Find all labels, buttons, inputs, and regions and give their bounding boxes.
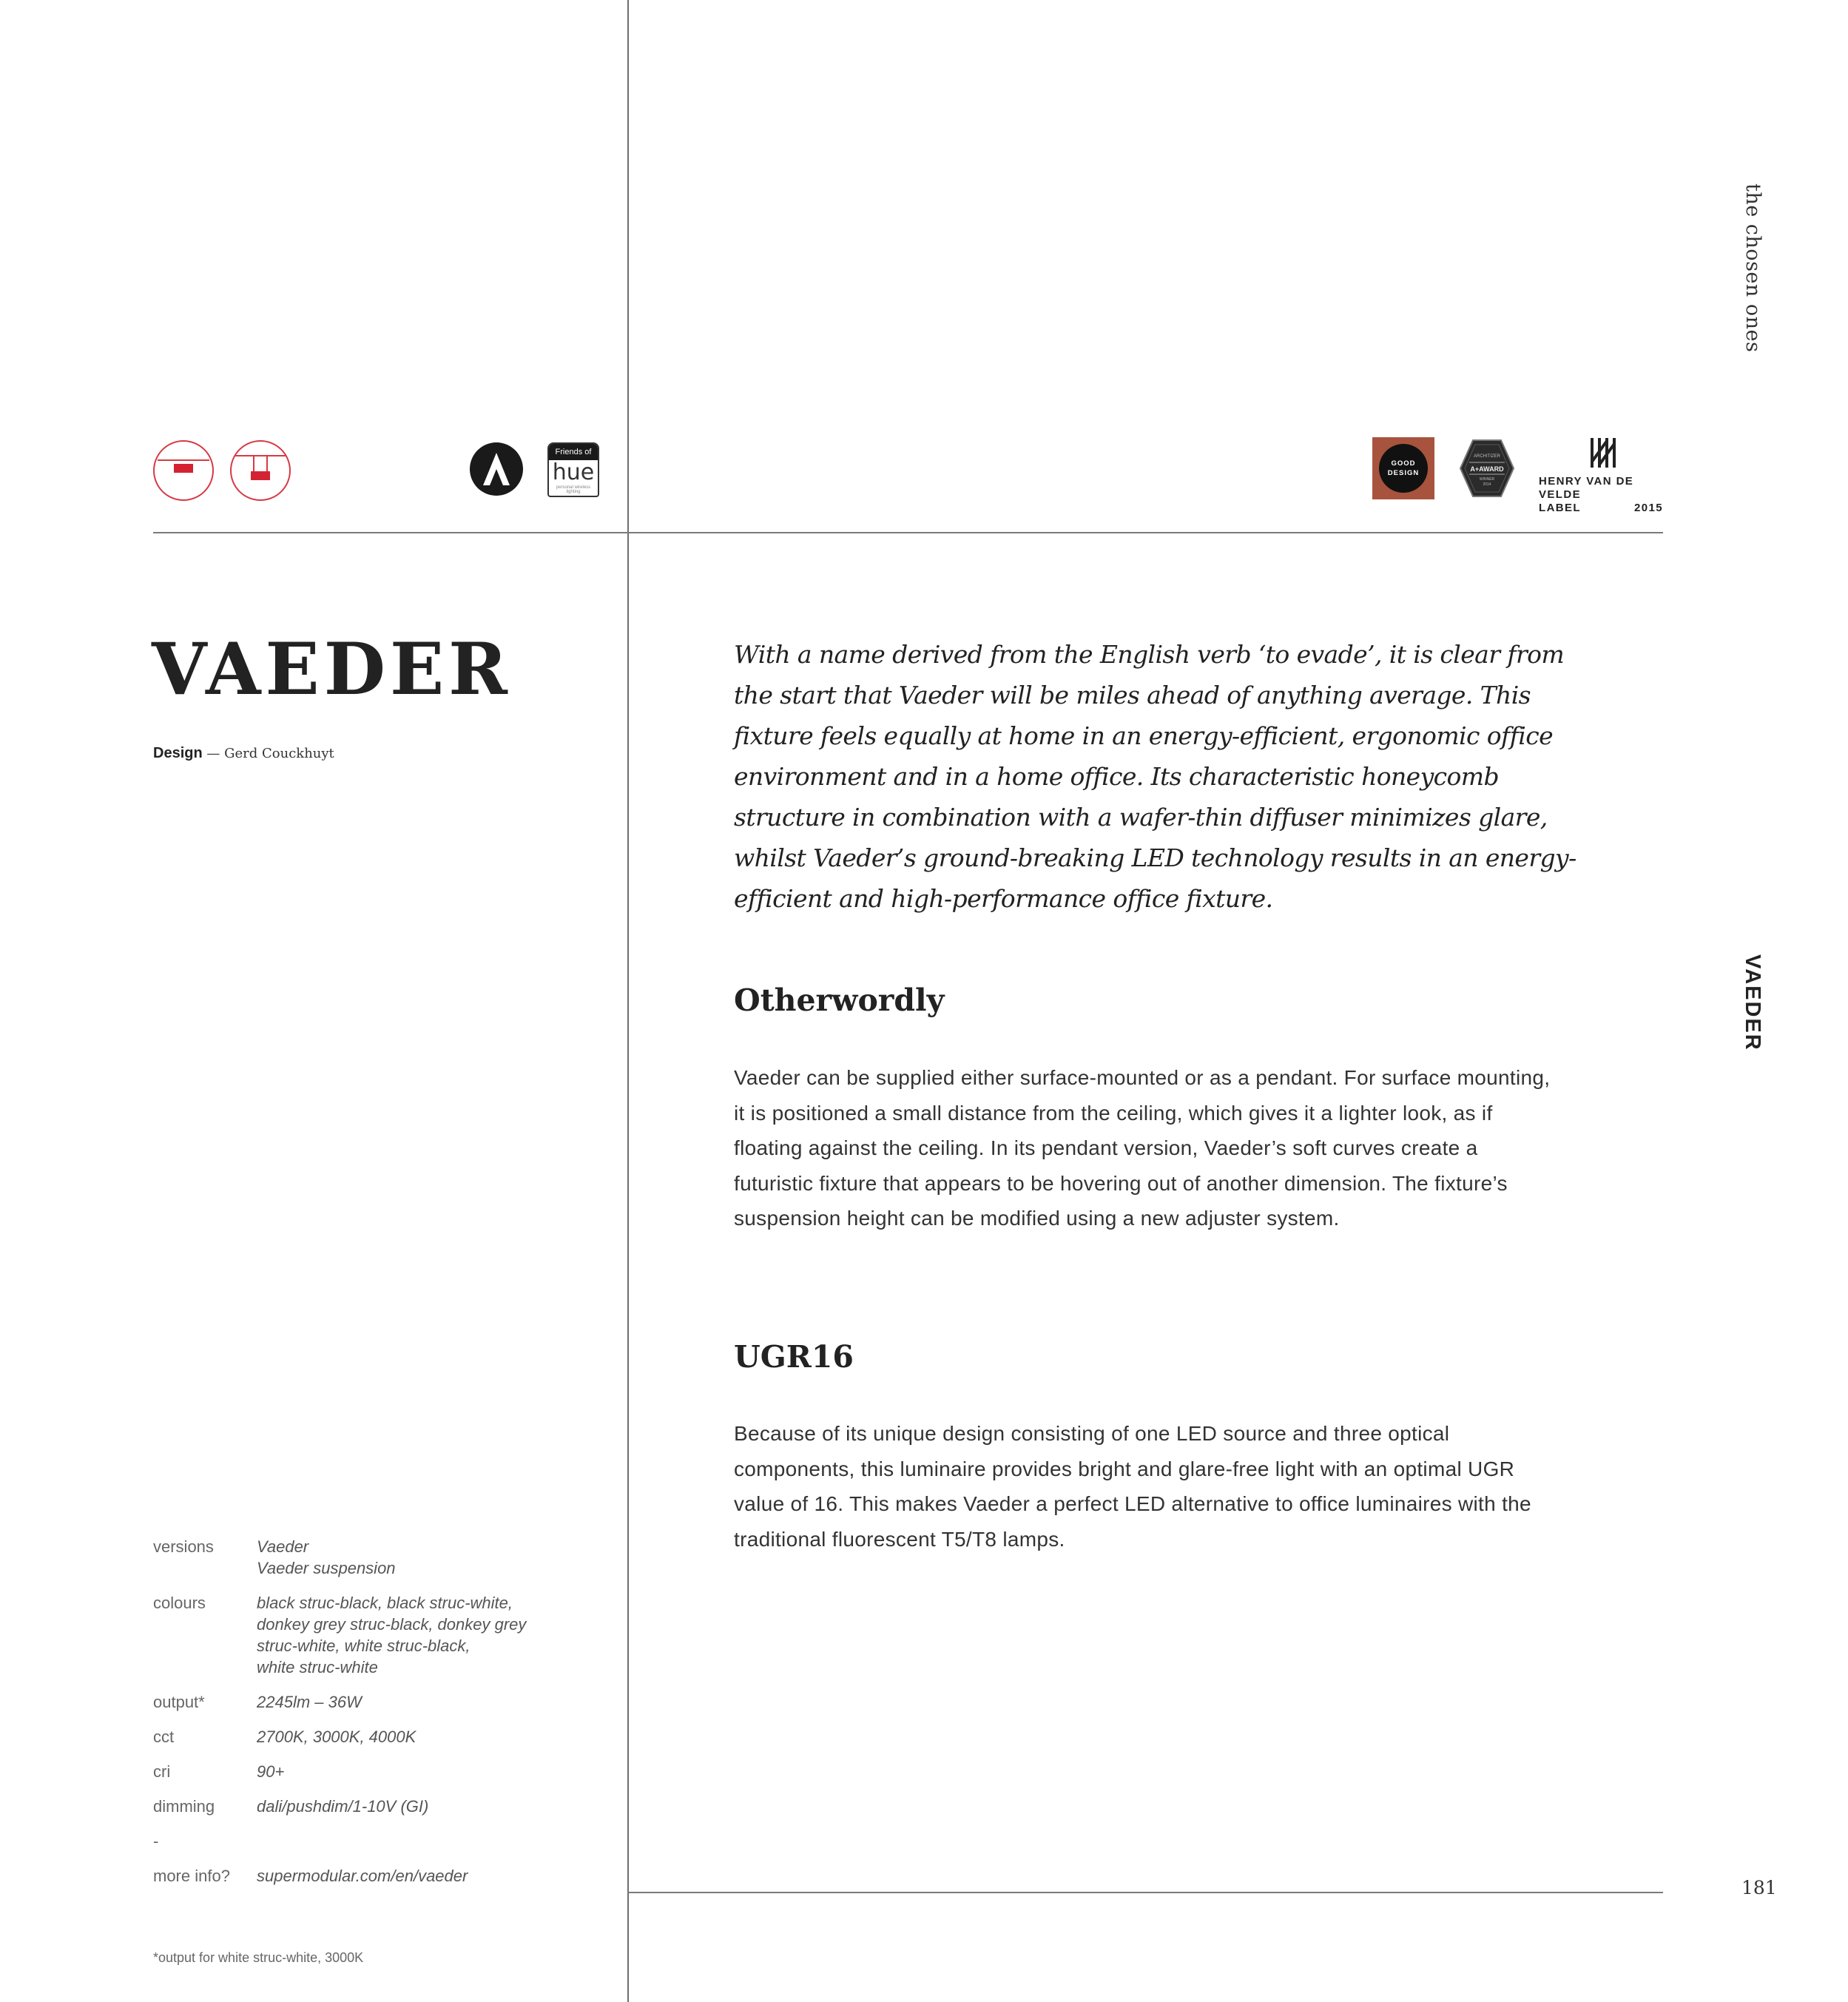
- spec-row: [153, 1865, 612, 1887]
- hue-badge-sub: personal wireless lighting: [556, 485, 591, 494]
- spec-row: [153, 1796, 612, 1817]
- design-label: Design: [153, 745, 203, 761]
- a-award-line1: ARCHITIZER: [1474, 454, 1500, 459]
- spec-key: -: [153, 1832, 159, 1850]
- spec-key: dimming: [153, 1797, 215, 1816]
- henry-van-de-velde-badge: [1539, 435, 1663, 514]
- spec-key: versions: [153, 1537, 214, 1556]
- a-award-badge: [1459, 439, 1515, 498]
- spec-key: cri: [153, 1762, 171, 1781]
- hvdv-year: 2015: [1634, 502, 1663, 514]
- section-heading-ugr16: UGR16: [734, 1339, 854, 1375]
- section-body-otherwordly: Vaeder can be supplied either surface-mounted or as a pendant. For surface mounting, it is positioned a small distance from the ceiling, which gives it a lighter look, as if floating against the ceiling. In its pendant version, Vaeder’s soft curves create a futuristic fixture that appears to be hovering out of another dimension. The fixture’s suspension height can be modified using a new adjuster system.: [734, 1066, 1551, 1230]
- intro-paragraph: With a name derived from the English verb ‘to evade’, it is clear from the start that Vaeder will be miles ahead of anything average. This fixture feels equally at home in an energy-efficient, ergonomic office environment and in a home office. Its characteristic honeycomb structure in combination with a wafer-thin diffuser minimizes glare, whilst Vaeder’s ground-breaking LED technology results in an energy-efficient and high-performance office fixture.: [734, 640, 1576, 913]
- spec-key: more info?: [153, 1867, 230, 1885]
- page-number: 181: [1741, 1877, 1777, 1898]
- hvdv-logo-icon: [1589, 437, 1617, 469]
- footer-rule: [627, 1892, 1663, 1893]
- footnote: *output for white struc-white, 3000K: [153, 1950, 364, 1965]
- column-divider: [627, 0, 629, 2002]
- designer-name: — Gerd Couckhuyt: [202, 746, 334, 761]
- spec-row: [153, 1592, 612, 1678]
- spec-value: Vaeder Vaeder suspension: [257, 1537, 396, 1577]
- spec-key: colours: [153, 1594, 206, 1612]
- section-body-ugr16: Because of its unique design consisting of one LED source and three optical components, this luminaire provides bright and glare-free light with an optimal UGR value of 16. This makes Vaeder a perfect LED alternative to office luminaires with the traditional fluorescent T5/T8 lamps.: [734, 1422, 1531, 1551]
- a-award-line3: WINNER: [1479, 477, 1495, 482]
- a-award-line4: 2014: [1483, 482, 1491, 487]
- spec-row: [153, 1726, 612, 1747]
- pendant-icon: [230, 440, 291, 501]
- good-design-badge: [1372, 437, 1434, 499]
- spec-key: cct: [153, 1728, 175, 1746]
- hue-badge-word: hue: [552, 459, 595, 485]
- spec-key: output*: [153, 1693, 205, 1711]
- spec-value: 2245lm – 36W: [257, 1693, 362, 1711]
- product-title: VAEDER: [152, 627, 512, 711]
- spec-table: [153, 1536, 612, 1900]
- surface-mounted-icon: [153, 440, 214, 501]
- a-award-line2: A+AWARD: [1470, 465, 1504, 473]
- hvdv-line1: HENRY VAN DE VELDE: [1539, 475, 1634, 501]
- section-heading-otherwordly: Otherwordly: [734, 983, 945, 1018]
- friends-of-hue-badge: [547, 442, 599, 497]
- hvdv-label: LABEL: [1539, 502, 1581, 514]
- spec-value: 2700K, 3000K, 4000K: [257, 1728, 417, 1746]
- header-rule: [153, 532, 1663, 533]
- more-info-link[interactable]: supermodular.com/en/vaeder: [257, 1867, 468, 1885]
- spec-value: 90+: [257, 1762, 285, 1781]
- spec-row: [153, 1536, 612, 1579]
- spec-row: [153, 1761, 612, 1782]
- spec-row: [153, 1691, 612, 1713]
- design-credit: [153, 745, 334, 762]
- a-logo-icon: [470, 442, 523, 496]
- good-design-line2: DESIGN: [1387, 469, 1420, 477]
- spec-value: black struc-black, black struc-white, donkey grey struc-black, donkey grey struc-white, white struc-black, white struc-white: [257, 1594, 527, 1676]
- spec-value: dali/pushdim/1-10V (GI): [257, 1797, 429, 1816]
- section-label: the chosen ones: [1741, 183, 1764, 353]
- hue-badge-top: Friends of: [549, 444, 598, 460]
- spec-row: [153, 1830, 612, 1852]
- side-product-label: VAEDER: [1741, 954, 1764, 1051]
- good-design-line1: GOOD: [1391, 459, 1416, 468]
